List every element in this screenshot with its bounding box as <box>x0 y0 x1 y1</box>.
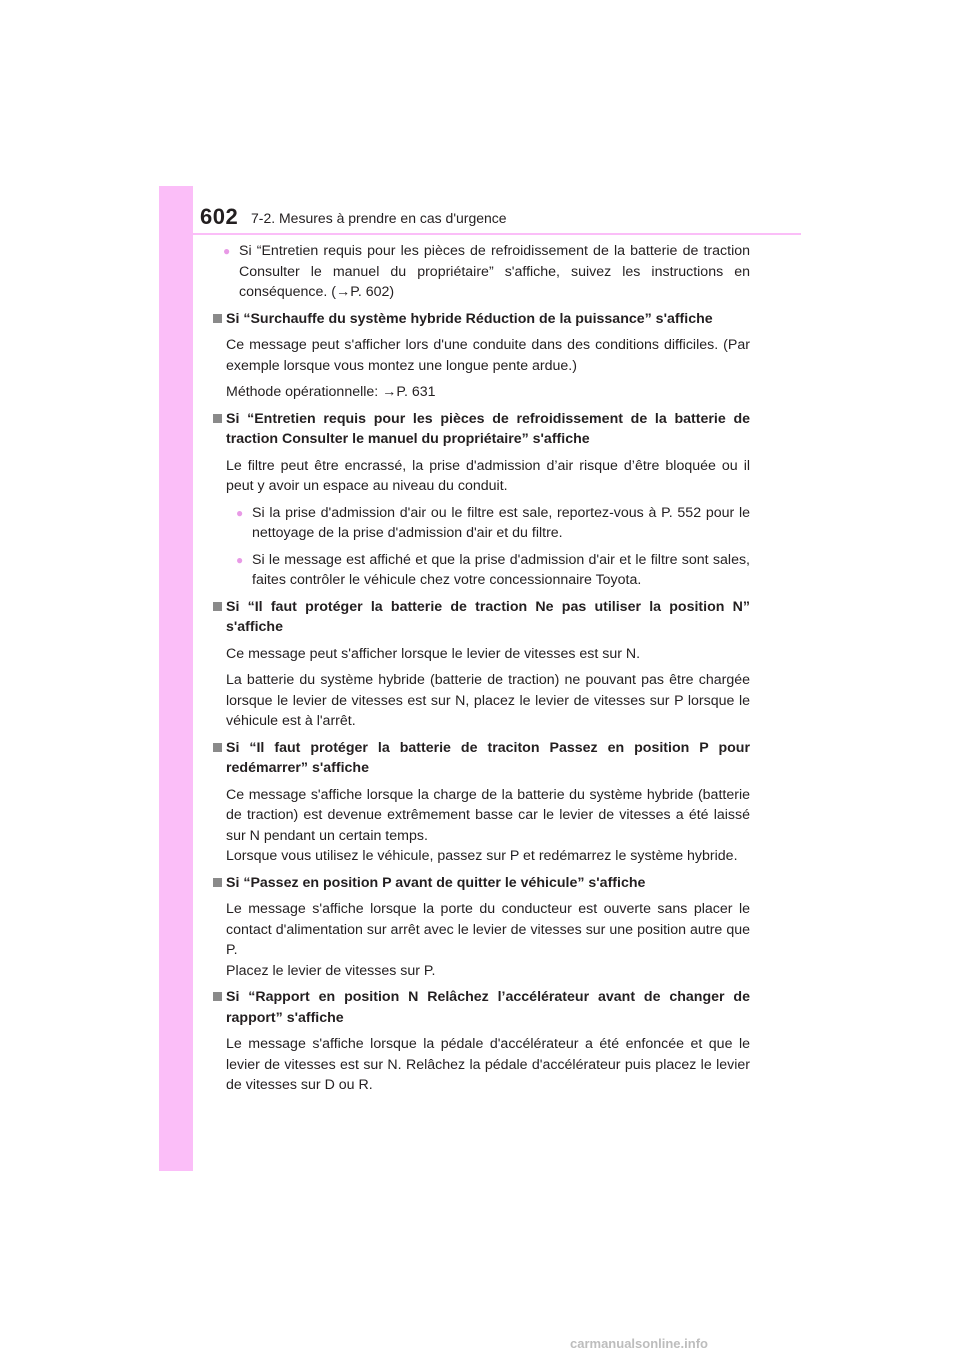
section-heading: Si “Passez en position P avant de quitter le véhicule” s'affiche <box>213 873 750 894</box>
bullet-item: ● Si “Entretien requis pour les pièces de refroidissement de la batterie de traction Consulter le manuel du propriétaire” s'affiche, suivez les instructions en conséquence. (→P. 602) <box>213 241 750 303</box>
section-heading: Si “Rapport en position N Relâchez l’accélérateur avant de changer de rapport” s'affiche <box>213 987 750 1028</box>
bullet-item: ● Si le message est affiché et que la prise d'admission d'air et le filtre sont sales, faites contrôler le véhicule chez votre concessionnaire Toyota. <box>226 550 750 591</box>
chapter-tab-strip <box>159 186 193 1171</box>
page-content <box>213 241 750 1102</box>
paragraph: Le message s'affiche lorsque la pédale d'accélérateur a été enfoncée et que le levier de vitesses est sur N. Relâchez la pédale d'accélérateur puis placez le levier de vitesses sur D ou R. <box>226 1036 750 1093</box>
paragraph: Ce message peut s'afficher lorsque le levier de vitesses est sur N. <box>226 645 641 662</box>
paragraph: Méthode opérationnelle: →P. 631 <box>226 384 436 400</box>
bullet-item: ● Si la prise d'admission d'air ou le filtre est sale, reportez-vous à P. 552 pour le nettoyage de la prise d'admission d'air et du filtre. <box>226 503 750 544</box>
section-title: 7-2. Mesures à prendre en cas d'urgence <box>251 210 507 226</box>
paragraph: Placez le levier de vitesses sur P. <box>226 962 436 979</box>
paragraph: Ce message peut s'afficher lors d'une conduite dans des conditions difficiles. (Par exemple lorsque vous montez une longue pente ardue.) <box>226 337 750 374</box>
page-number: 602 <box>200 204 239 229</box>
header-divider <box>193 233 801 235</box>
paragraph: Lorsque vous utilisez le véhicule, passez sur P et redémarrez le système hybride. <box>226 848 738 864</box>
paragraph: Ce message s'affiche lorsque la charge de la batterie du système hybride (batterie de traction) est devenue extrêmement basse car le levier de vitesses a été laissé sur N pendant un certain temps. <box>226 786 750 844</box>
paragraph: Le filtre peut être encrassé, la prise d'admission d’air risque d’être bloquée ou il peut y avoir un espace au niveau du conduit. <box>226 457 750 494</box>
paragraph: Le message s'affiche lorsque la porte du conducteur est ouverte sans placer le contact d'alimentation sur arrêt avec le levier de vitesses sur une position autre que P. <box>226 901 750 958</box>
section-heading: Si “Entretien requis pour les pièces de refroidissement de la batterie de traction Consulter le manuel du propriétaire” s'affiche <box>213 409 750 450</box>
section-heading: Si “Il faut protéger la batterie de traciton Passez en position P pour redémarrer” s'affiche <box>213 738 750 779</box>
paragraph: La batterie du système hybride (batterie de traction) ne pouvant pas être chargée lorsque le levier de vitesses est sur N, placez le levier de vitesses sur P lorsque le véhicule est à l'arrêt. <box>226 672 750 729</box>
section-heading: Si “Il faut protéger la batterie de traction Ne pas utiliser la position N” s'affiche <box>213 597 750 638</box>
section-heading: Si “Surchauffe du système hybride Réduction de la puissance” s'affiche <box>213 309 750 330</box>
watermark-text: carmanualsonline.info <box>570 1336 708 1351</box>
